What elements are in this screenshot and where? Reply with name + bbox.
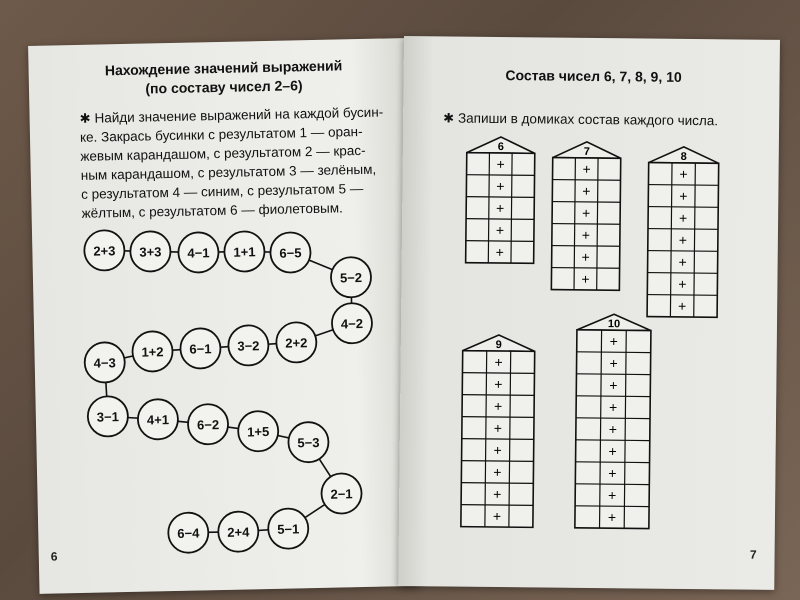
page-number-left: 6 <box>50 549 58 564</box>
plus-sign: + <box>678 253 687 270</box>
house-number: 10 <box>607 318 621 331</box>
star-icon: ✱ <box>79 110 91 126</box>
house-8 <box>647 147 719 318</box>
bead <box>332 303 373 344</box>
plus-sign: + <box>493 397 503 415</box>
bead <box>268 508 309 549</box>
house-row-line <box>462 395 534 396</box>
right-page <box>398 36 780 590</box>
bead <box>168 512 209 553</box>
plus-sign: + <box>581 204 591 221</box>
plus-sign: + <box>496 155 505 173</box>
plus-sign: + <box>609 355 618 372</box>
plus-sign: + <box>609 377 618 394</box>
page-number-right: 7 <box>749 547 757 562</box>
bead <box>130 231 171 272</box>
plus-sign: + <box>678 297 687 314</box>
house-number: 9 <box>495 338 502 352</box>
bead <box>84 230 125 271</box>
bead-expression: 2+3 <box>93 243 116 259</box>
bead-expression: 6−4 <box>177 525 200 541</box>
bead-expression: 6−1 <box>189 341 212 357</box>
plus-sign: + <box>678 209 688 226</box>
bead <box>188 404 229 445</box>
plus-sign: + <box>679 165 688 182</box>
house-row-line <box>466 219 534 220</box>
house-row-line <box>648 251 718 252</box>
bead <box>178 232 219 273</box>
plus-sign: + <box>582 182 591 199</box>
house-row-line <box>575 506 649 507</box>
house-row-line <box>462 439 534 440</box>
house-row-line <box>467 175 535 176</box>
bead-expression: 3−2 <box>237 338 260 354</box>
plus-sign: + <box>581 226 591 243</box>
house-row-line <box>553 180 621 181</box>
bead-expression: 2+2 <box>285 335 308 351</box>
bead <box>331 257 372 298</box>
house-number: 7 <box>583 145 590 158</box>
bead-expression: 1+5 <box>247 423 270 440</box>
bead-expression: 4−3 <box>93 355 116 371</box>
house-row-line <box>648 185 718 186</box>
house-row-line <box>576 462 650 463</box>
house-row-line <box>576 396 650 397</box>
house-9 <box>461 335 535 528</box>
plus-sign: + <box>496 199 505 217</box>
bead-expression: 6−2 <box>196 417 220 433</box>
plus-sign: + <box>493 485 502 503</box>
bead <box>138 399 179 440</box>
house-row-line <box>462 417 534 418</box>
bead-expression: 4−1 <box>187 245 210 261</box>
house-row-line <box>576 418 650 419</box>
house-6 <box>466 137 535 264</box>
bead-expression: 3+3 <box>139 244 162 260</box>
bead-expression: 1+1 <box>233 244 256 260</box>
bead <box>321 473 362 514</box>
bead <box>132 331 173 372</box>
bead-expression: 3−1 <box>96 409 120 425</box>
house-row-line <box>648 273 718 274</box>
left-page <box>28 38 419 594</box>
plus-sign: + <box>678 231 688 248</box>
bead <box>87 396 128 437</box>
house-row-line <box>462 461 534 462</box>
bead-expression: 2+4 <box>227 524 250 540</box>
left-instructions: ✱ Найди значение выражений на каждой бусин- ке. Закрась бусинки с результатом 1 — оран- жевым карандашом, с результатом 2 — крас- ным карандашом, с результатом 3 — зелёным, с результатом 4 — синим, с результатом 5 — жёлтым, с результатом 6 — фиолетовым. <box>79 104 384 221</box>
house-row-line <box>648 229 718 230</box>
plus-sign: + <box>493 419 503 437</box>
plus-sign: + <box>495 221 505 239</box>
plus-sign: + <box>581 270 590 287</box>
bead-expression: 5−1 <box>277 521 300 537</box>
plus-sign: + <box>678 275 687 292</box>
bead-expression: 4+1 <box>146 412 170 428</box>
house-row-line <box>576 440 650 441</box>
house-row-line <box>647 295 717 296</box>
plus-sign: + <box>493 463 502 481</box>
house-row-line <box>577 352 651 353</box>
house-row-line <box>461 505 533 506</box>
bead <box>218 511 259 552</box>
house-row-line <box>462 373 534 374</box>
plus-sign: + <box>609 333 618 350</box>
bead <box>276 322 317 363</box>
house-row-line <box>648 207 718 208</box>
house-row-line <box>576 374 650 375</box>
bead <box>228 325 269 366</box>
plus-sign: + <box>581 248 590 265</box>
plus-sign: + <box>582 160 591 177</box>
house-10 <box>575 314 651 529</box>
plus-sign: + <box>608 399 618 416</box>
star-icon: ✱ <box>443 110 455 126</box>
plus-sign: + <box>492 507 502 525</box>
house-number: 8 <box>680 150 687 163</box>
bead <box>180 328 221 369</box>
bead-expression: 5−2 <box>339 270 363 286</box>
right-title: Состав чисел 6, 7, 8, 9, 10 <box>505 67 682 85</box>
plus-sign: + <box>494 353 503 371</box>
bead-expression: 2−1 <box>330 486 353 502</box>
bead <box>224 231 265 272</box>
plus-sign: + <box>608 487 617 504</box>
plus-sign: + <box>607 509 617 526</box>
house-row-line <box>552 246 620 247</box>
plus-sign: + <box>496 177 505 195</box>
bead-expression: 4−2 <box>340 316 364 332</box>
left-title: Нахождение значений выражений (по составу чисел 2–6) <box>104 57 343 97</box>
houses-area <box>398 36 780 590</box>
plus-sign: + <box>495 243 504 261</box>
plus-sign: + <box>608 443 617 460</box>
bead-chain <box>28 38 419 594</box>
house-row-line <box>575 484 649 485</box>
house-row-line <box>552 268 620 269</box>
right-instructions: ✱ Запиши в домиках состав каждого числа. <box>443 110 719 129</box>
house-row-line <box>461 483 533 484</box>
plus-sign: + <box>608 465 617 482</box>
house-row-line <box>552 202 620 203</box>
plus-sign: + <box>494 375 503 393</box>
bead <box>84 342 125 383</box>
plus-sign: + <box>493 441 502 459</box>
plus-sign: + <box>679 187 688 204</box>
house-number: 6 <box>497 140 504 154</box>
house-row-line <box>466 241 534 242</box>
bead <box>270 232 311 273</box>
bead-expression: 5−3 <box>297 434 320 451</box>
plus-sign: + <box>608 421 618 438</box>
house-row-line <box>466 197 534 198</box>
house-7 <box>551 142 621 291</box>
bead <box>238 411 279 452</box>
bead <box>288 422 329 463</box>
bead-expression: 1+2 <box>141 344 164 360</box>
bead-expression: 6−5 <box>279 245 302 261</box>
house-row-line <box>552 224 620 225</box>
